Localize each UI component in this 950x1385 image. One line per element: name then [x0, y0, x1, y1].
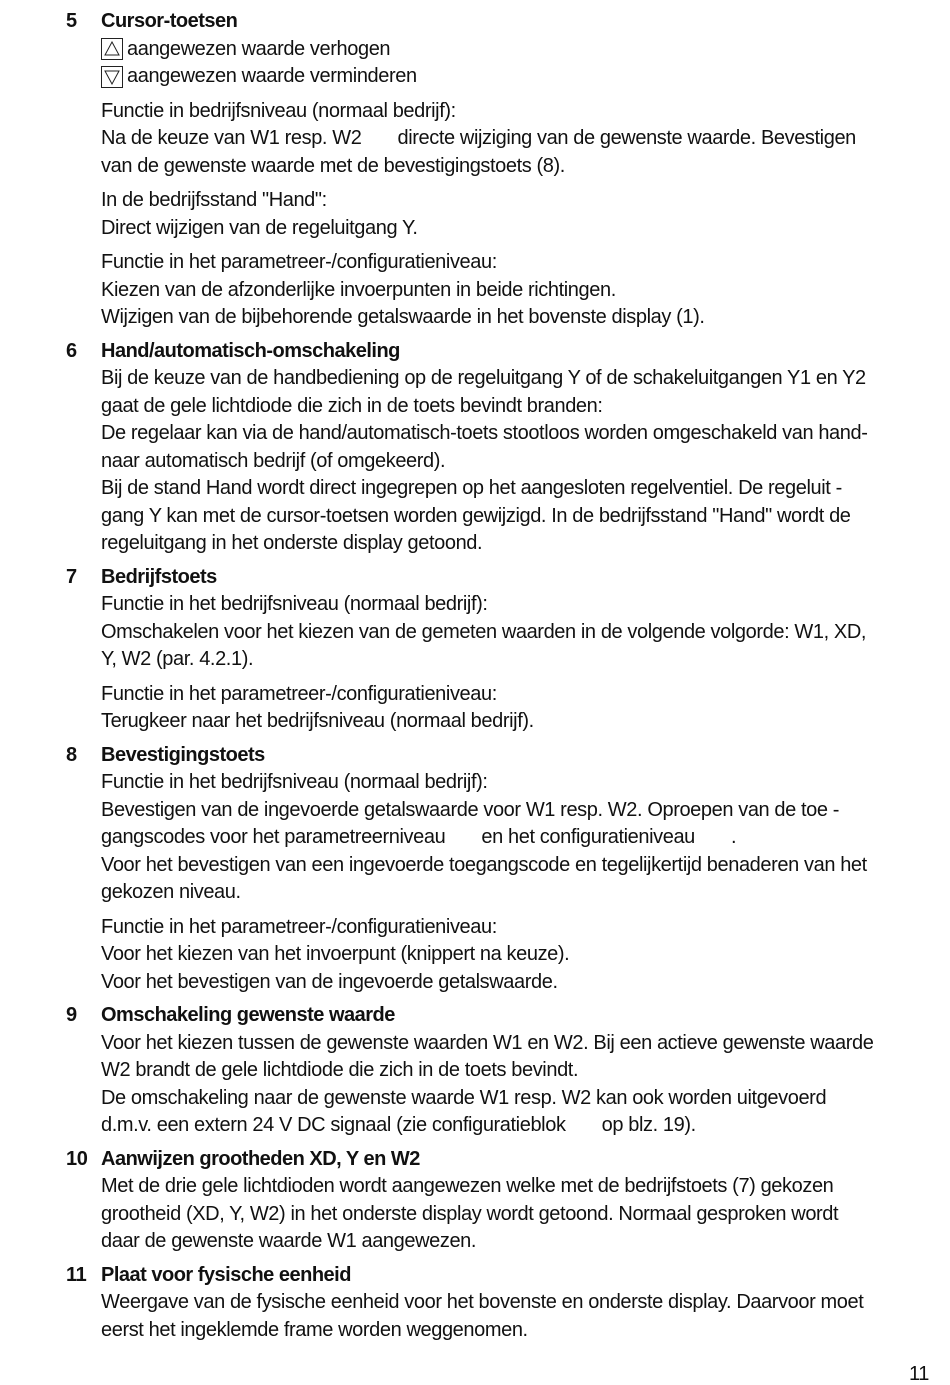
- key-up-line: [101, 36, 926, 64]
- section-8: [0, 742, 950, 997]
- section-10: [0, 1146, 950, 1256]
- text-line: Bij de stand Hand wordt direct ingegrepen op het aangesloten regelventiel. De regeluit -: [101, 477, 842, 499]
- text-block: [101, 591, 926, 674]
- text-line: d.m.v. een extern 24 V DC signaal (zie configuratieblok op blz. 19).: [101, 1114, 696, 1136]
- text-line: grootheid (XD, Y, W2) in het onderste display wordt getoond. Normaal gesproken wordt: [101, 1202, 839, 1225]
- text-line: gang Y kan met de cursor-toetsen worden gewijzigd. In de bedrijfsstand "Hand" wordt de: [101, 504, 851, 527]
- section-body: [101, 564, 926, 736]
- section-number: 8: [66, 743, 77, 766]
- section-number: 11: [66, 1263, 87, 1286]
- text-block: [101, 681, 926, 736]
- text-line: Functie in het bedrijfsniveau (normaal bedrijf):: [101, 593, 488, 615]
- text-block: [101, 769, 926, 907]
- text-line: Terugkeer naar het bedrijfsniveau (normaal bedrijf).: [101, 710, 534, 732]
- text-line: gaat de gele lichtdiode die zich in de toets bevindt branden:: [101, 394, 603, 417]
- text-block: [101, 1173, 926, 1256]
- key-down-line: [101, 63, 926, 91]
- text-line: naar automatisch bedrijf (of omgekeerd).: [101, 449, 446, 472]
- text-block: [101, 1030, 926, 1140]
- text-line: Wijzigen van de bijbehorende getalswaarde in het bovenste display (1).: [101, 306, 705, 328]
- document-page: [0, 8, 950, 1350]
- section-body: [101, 742, 926, 997]
- key-up-text: aangewezen waarde verhogen: [127, 37, 391, 60]
- text-line: Voor het bevestigen van een ingevoerde toegangscode en tegelijkertijd benaderen van het: [101, 853, 867, 876]
- text-line: gekozen niveau.: [101, 881, 241, 903]
- text-line: regeluitgang in het onderste display getoond.: [101, 532, 483, 554]
- text-line: gangscodes voor het parametreerniveau en het configuratieniveau .: [101, 826, 737, 848]
- page-number: 11: [909, 1363, 929, 1385]
- text-line: Voor het bevestigen van de ingevoerde getalswaarde.: [101, 970, 558, 993]
- section-number: 7: [66, 565, 77, 588]
- text-line: In de bedrijfsstand "Hand":: [101, 189, 327, 211]
- text-block: [101, 365, 926, 558]
- section-number: 6: [66, 339, 77, 362]
- text-line: Omschakelen voor het kiezen van de gemeten waarden in de volgende volgorde: W1, XD,: [101, 620, 867, 643]
- text-line: Weergave van de fysische eenheid voor het bovenste en onderste display. Daarvoor moet: [101, 1291, 864, 1313]
- triangle-down-icon: [101, 66, 123, 88]
- text-line: Bij de keuze van de handbediening op de regeluitgang Y of de schakeluitgangen Y1 en Y2: [101, 367, 866, 389]
- text-line: Functie in het bedrijfsniveau (normaal bedrijf):: [101, 771, 488, 793]
- text-line: Met de drie gele lichtdioden wordt aangewezen welke met de bedrijfstoets (7) gekozen: [101, 1175, 834, 1197]
- text-line: Voor het kiezen tussen de gewenste waarden W1 en W2. Bij een actieve gewenste waarde: [101, 1031, 874, 1054]
- section-heading: Hand/automatisch-omschakeling: [101, 339, 400, 362]
- section-5: [0, 8, 950, 332]
- text-line: Kiezen van de afzonderlijke invoerpunten in beide richtingen.: [101, 278, 616, 301]
- section-9: [0, 1002, 950, 1140]
- section-heading: Plaat voor fysische eenheid: [101, 1263, 351, 1286]
- text-line: Bevestigen van de ingevoerde getalswaarde voor W1 resp. W2. Oproepen van de toe -: [101, 798, 840, 821]
- text-line: Voor het kiezen van het invoerpunt (knippert na keuze).: [101, 943, 570, 965]
- section-11: [0, 1262, 950, 1345]
- section-number: 9: [66, 1004, 77, 1026]
- text-line: De regelaar kan via de hand/automatisch-toets stootloos worden omgeschakeld van hand-: [101, 422, 868, 444]
- text-line: W2 brandt de gele lichtdiode die zich in de toets bevindt.: [101, 1059, 579, 1081]
- text-block: [101, 187, 926, 242]
- section-heading: Cursor-toetsen: [101, 10, 238, 32]
- section-heading: Bevestigingstoets: [101, 743, 265, 766]
- text-line: Functie in het parametreer-/configuratieniveau:: [101, 251, 497, 273]
- triangle-up-icon: [101, 38, 123, 60]
- section-body: [101, 8, 926, 332]
- section-number: 10: [66, 1147, 88, 1170]
- text-line: De omschakeling naar de gewenste waarde W1 resp. W2 kan ook worden uitgevoerd: [101, 1086, 827, 1109]
- text-line: Functie in het parametreer-/configuratieniveau:: [101, 915, 497, 938]
- text-block: [101, 249, 926, 332]
- section-7: [0, 564, 950, 736]
- section-body: [101, 338, 926, 558]
- section-heading: Omschakeling gewenste waarde: [101, 1004, 395, 1026]
- section-number: 5: [66, 10, 77, 32]
- section-body: [101, 1002, 926, 1140]
- section-6: [0, 338, 950, 558]
- text-line: Na de keuze van W1 resp. W2 directe wijziging van de gewenste waarde. Bevestigen: [101, 127, 856, 149]
- section-heading: Aanwijzen grootheden XD, Y en W2: [101, 1147, 420, 1170]
- text-line: Y, W2 (par. 4.2.1).: [101, 648, 254, 670]
- section-body: [101, 1146, 926, 1256]
- text-line: eerst het ingeklemde frame worden weggenomen.: [101, 1318, 528, 1341]
- key-down-text: aangewezen waarde verminderen: [127, 65, 417, 87]
- text-line: van de gewenste waarde met de bevestigingstoets (8).: [101, 154, 565, 177]
- text-line: Functie in bedrijfsniveau (normaal bedrijf):: [101, 99, 456, 122]
- text-block: [101, 98, 926, 181]
- text-block: [101, 1289, 926, 1344]
- text-line: Functie in het parametreer-/configuratieniveau:: [101, 682, 497, 705]
- text-block: [101, 914, 926, 997]
- section-body: [101, 1262, 926, 1345]
- text-line: daar de gewenste waarde W1 aangewezen.: [101, 1230, 477, 1252]
- section-heading: Bedrijfstoets: [101, 565, 217, 588]
- text-line: Direct wijzigen van de regeluitgang Y.: [101, 216, 418, 239]
